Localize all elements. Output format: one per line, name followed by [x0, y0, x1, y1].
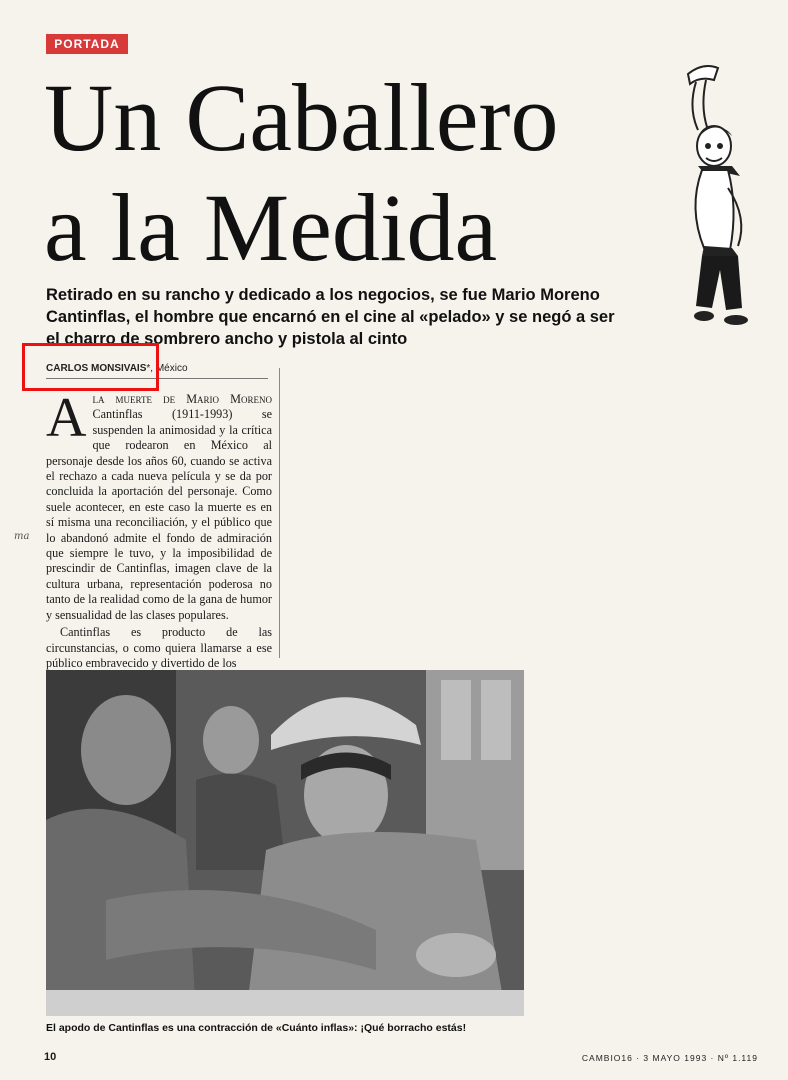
cantinflas-cartoon-illustration: [648, 58, 758, 348]
column-divider: [279, 368, 280, 658]
paragraph-1-text: Cantinflas (1911-1993) se suspenden la animosidad y la crítica que rodearon en México al personaje desde los años 60, cuando se activa el rechazo a cada nueva película y se da por concluida la aportación del personaje. Como suele acontecer, en este caso la muerte es en sí misma una reconciliación, y el público que lo abandonó admite el fondo de admiración que siempre le tuvo, y la imposibilidad de prescindir de Cantinflas, imagen clave de la cultura urbana, representación poderosa no tanto de la realidad como de la gana de humor y sensualidad de las clases populares.: [46, 407, 272, 622]
photo-scene: [46, 670, 524, 1016]
headline-line-2: a la Medida: [44, 174, 498, 281]
paragraph-1: [46, 387, 272, 623]
byline-author: CARLOS MONSIVAIS: [46, 363, 147, 374]
headline-line-1: Un Caballero: [44, 64, 559, 171]
photo-caption: El apodo de Cantinflas es una contracción de «Cuánto inflas»: ¡Qué borracho estás!: [46, 1022, 467, 1034]
paragraph-2: Cantinflas es producto de las circunstancias, o como quiera llamarse a ese público embravecido y divertido de los: [46, 625, 272, 670]
article-deck: Retirado en su rancho y dedicado a los negocios, se fue Mario Moreno Cantinflas, el hombre que encarnó en el cine al «pelado» y se negó a ser el charro de sombrero ancho y pistola al cinto: [46, 286, 615, 348]
highlight-box: [22, 343, 159, 391]
page-number: 10: [44, 1051, 57, 1063]
section-tag: PORTADA: [46, 34, 128, 54]
lead-smallcaps: la muerte de Mario Moreno: [92, 392, 272, 406]
issue-info: CAMBIO16 · 3 MAYO 1993 · Nº 1.119: [581, 1053, 758, 1063]
drop-cap: A: [46, 387, 87, 449]
article-body: [46, 387, 272, 671]
byline-location: *, México: [146, 363, 188, 374]
film-still-photo: [46, 670, 524, 1016]
handwritten-margin-note: ma: [14, 531, 30, 542]
